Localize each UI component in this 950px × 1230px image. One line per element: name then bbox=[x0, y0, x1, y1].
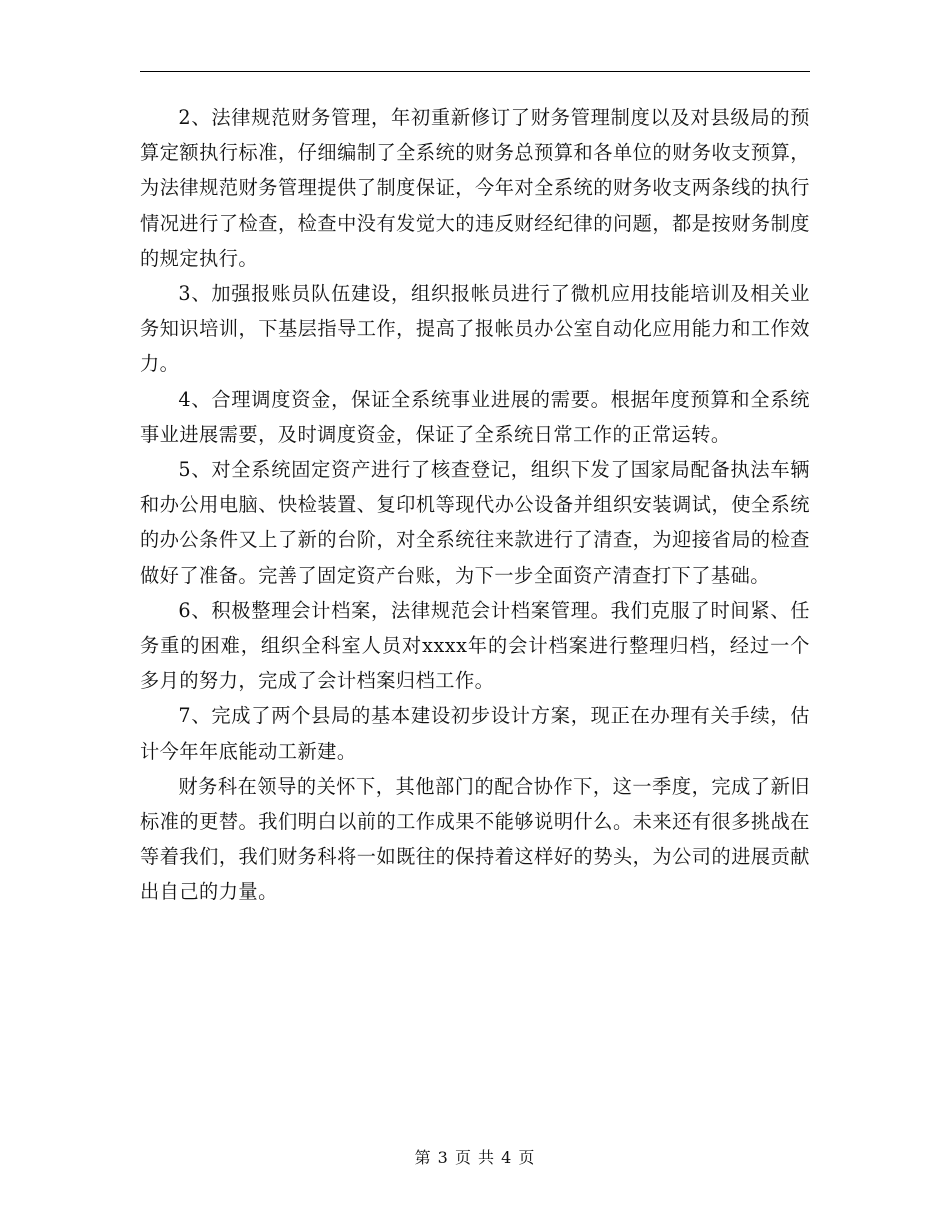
page-number-footer: 第 3 页 共 4 页 bbox=[414, 1148, 536, 1167]
paragraph-item-5: 5、对全系统固定资产进行了核查登记，组织下发了国家局配备执法车辆和办公用电脑、快检装置、复印机等现代办公设备并组织安装调试，使全系统的办公条件又上了新的台阶，对全系统往来款进行了清查，为迎接省局的检查做好了准备。完善了固定资产台账，为下一步全面资产清查打下了基础。 bbox=[140, 458, 810, 587]
paragraph-item-4: 4、合理调度资金，保证全系统事业进展的需要。根据年度预算和全系统事业进展需要，及时调度资金，保证了全系统日常工作的正常运转。 bbox=[140, 387, 810, 446]
paragraph-item-3: 3、加强报账员队伍建设，组织报帐员进行了微机应用技能培训及相关业务知识培训，下基层指导工作，提高了报帐员办公室自动化应用能力和工作效力。 bbox=[140, 282, 810, 376]
paragraph-item-7: 7、完成了两个县局的基本建设初步设计方案，现正在办理有关手续，估计今年年底能动工新建。 bbox=[140, 704, 810, 763]
paragraph-item-6: 6、积极整理会计档案，法律规范会计档案管理。我们克服了时间紧、任务重的困难，组织全科室人员对xxxx年的会计档案进行整理归档，经过一个多月的努力，完成了会计档案归档工作。 bbox=[140, 598, 810, 693]
document-body bbox=[140, 100, 810, 910]
header-rule bbox=[140, 71, 810, 72]
paragraph-item-2: 2、法律规范财务管理，年初重新修订了财务管理制度以及对县级局的预算定额执行标准，仔细编制了全系统的财务总预算和各单位的财务收支预算，为法律规范财务管理提供了制度保证，今年对全系统的财务收支两条线的执行情况进行了检查，检查中没有发觉大的违反财经纪律的问题，都是按财务制度的规定执行。 bbox=[140, 106, 810, 270]
paragraph-conclusion: 财务科在领导的关怀下，其他部门的配合协作下，这一季度，完成了新旧标准的更替。我们明白以前的工作成果不能够说明什么。未来还有很多挑战在等着我们，我们财务科将一如既往的保持着这样好的势头，为公司的进展贡献出自己的力量。 bbox=[140, 774, 810, 904]
